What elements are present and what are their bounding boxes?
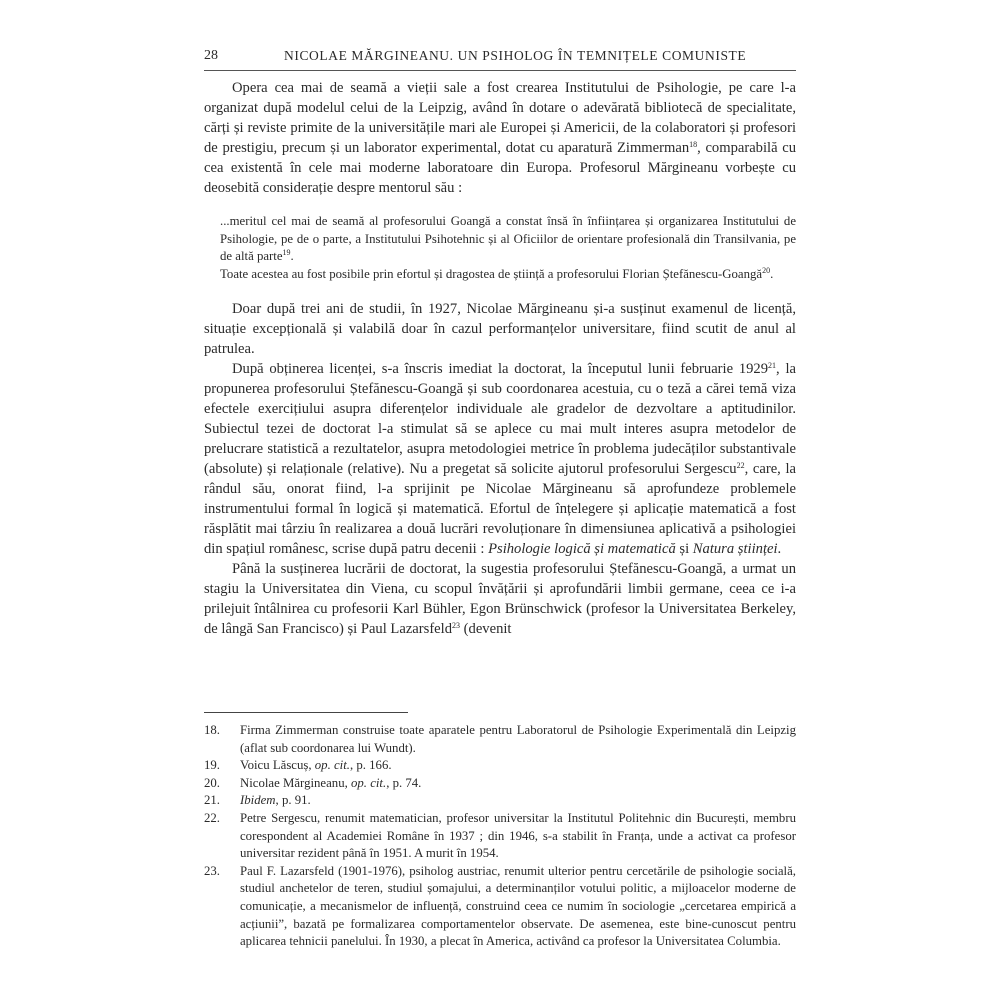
block-quote [220,213,796,283]
paragraph-text: (devenit [460,621,512,638]
footnote-text [240,722,796,757]
footnote-ref-18: 18 [689,140,698,149]
paragraph-text: . [777,541,782,558]
footnote-ref-23: 23 [452,621,461,631]
footnote-segment: Voicu Lăscuș, [240,758,315,773]
paragraph-4 [204,559,796,639]
footnote-ref-21: 21 [768,361,777,371]
paragraph-2: Doar după trei ani de studii, în 1927, Nicolae Mărgineanu și-a susținut examenul de licență, situație excepțională și valabilă doar în cazul performanțelor universitare, fiind scutit de anul al patrulea. [204,301,796,358]
paragraph-text: și [675,541,693,558]
footnote-number: 20. [204,775,220,790]
paragraph-3 [204,359,796,559]
footnote-segment: Firma Zimmerman construise toate aparatele pentru Laboratorul de Psihologie Experimentală din Leipzig (aflat sub coordonarea lui Wundt). [240,723,796,755]
book-title: Psihologie logică și matematică [488,541,676,558]
book-title: Natura științei [692,541,778,558]
running-title: NICOLAE MĂRGINEANU. UN PSIHOLOG ÎN TEMNIȚELE COMUNISTE [284,48,747,63]
footnote-segment: , p. 91. [275,793,311,808]
footnote-text [240,775,796,793]
paragraph-text: Până la susținerea lucrării de doctorat, la sugestia profesorului Ștefănescu-Goangă, a urmat un stagiu la Universitatea din Viena, cu scopul învățării și aprofundării limbii germane, ceea ce i-a prilejuit întâlnirea cu profesorii Karl Bühler, Egon Brünschwick (profesor la Universitatea Berkeley, de lângă San Francisco) și Paul Lazarsfeld [204,561,796,638]
quote-paragraph-2 [220,266,796,284]
footnote-divider [204,712,408,713]
quote-paragraph-1 [220,213,796,266]
footnote-italic: Ibidem [240,793,276,808]
footnote-text [240,757,796,775]
footnote-number: 18. [204,723,220,737]
footnote-segment: Nicolae Mărgineanu, [240,775,351,790]
page-number: 28 [204,48,218,63]
footnote [204,722,796,757]
footnote [204,863,796,951]
footnote-text [240,863,796,951]
paragraph-text: , la propunerea profesorului Ștefănescu-Goangă și sub coordonarea acestuia, cu o teză a cărei temă viza efectele exercițiului asupra diferențelor individuale ale gradelor de dezvoltare a aptitudinilor. Subiectul tezei de doctorat l-a stimulat să se aplece cu mai mult interes asupra metodelor de prelucrare statistică a rezultatelor, asupra metodologiei metrice în problema judecăților substantivale (absolute) și relaționale (relative). Nu a pregetat să solicite ajutorul profesorului Sergescu [204,361,796,478]
quote-text: Toate acestea au fost posibile prin efortul și dragostea de știință a profesorului Florian Ștefănescu-Goangă [220,266,763,281]
footnote-number: 21. [204,793,220,808]
body-text [204,78,796,639]
footnote [204,810,796,863]
footnote-segment: Paul F. Lazarsfeld (1901-1976), psiholog austriac, renumit ulterior pentru cercetările de psihologie socială, studiul anchetelor de teren, studiul șomajului, a determinanților votului politic, a mijloacelor moderne de comunicație, a mecanismelor de influență, construind ceea ce numim în sociologie „cercetarea empirică a acțiunii”, bazată pe formalizarea comportamentelor observate. De asemenea, este bine-cunoscut pentru aplicarea tehnicii panelului. În 1930, a plecat în America, activând ca profesor la Universitatea Columbia. [240,863,796,949]
footnote [204,757,796,775]
footnote-ref-20: 20 [762,265,771,275]
footnote-number: 23. [204,863,220,878]
paragraph-text: , comparabilă cu cea existentă în cele mai moderne laboratoare din Europa. Profesorul Mărgineanu vorbește cu deosebită considerație despre mentorul său : [204,140,797,196]
paragraph-text: Opera cea mai de seamă a vieții sale a fost crearea Institutului de Psihologie, pe care l-a organizat după modelul celui de la Leipzig, având în dotare o adevărată bibliotecă de specialitate, cărți și reviste primite de la universitățile mari ale Europei și Americii, de la colaboratori și profesori de prestigiu, precum și un laborator experimental, dotat cu aparatură Zimmerman [204,80,796,156]
quote-text: . [770,266,774,281]
quote-text: ...meritul cel mai de seamă al profesorului Goangă a constat însă în înființarea și organizarea Institutului de Psihologie, pe de o parte, a Institutului Psihotehnic și al Oficiilor de orientare profesională din Transilvania, pe de altă parte [220,214,796,264]
footnote [204,792,796,810]
footnotes [204,722,796,951]
quote-text: . [290,249,294,264]
footnote-number: 22. [204,810,220,825]
footnote-italic: op. cit. [314,758,350,773]
footnote-ref-22: 22 [736,461,745,471]
footnote-segment: , p. 74. [386,775,422,790]
footnote-segment: , p. 166. [349,758,392,773]
footnote-ref-19: 19 [282,248,291,258]
footnote-segment: Petre Sergescu, renumit matematician, profesor universitar la Institutul Politehnic din București, membru corespondent al Academiei Române în 1937 ; din 1946, s-a stabilit în Franța, unde a activat ca profesor universitar rezident până în 1951. A murit în 1954. [240,810,796,861]
footnote [204,775,796,793]
paragraph-text: , care, la rândul său, onorat fiind, l-a sprijinit pe Nicolae Mărgineanu să aprofundeze problemele instrumentului formal în logică și matematică. Efortul de înțelegere și aplicație matematică a fost răsplătit mai târziu în realizarea a două lucrări revoluționare în dimensiunea aplicativă a psihologiei din spațiul românesc, scrise după patru decenii : [204,461,796,558]
footnote-text [240,810,796,863]
paragraph-1 [204,78,796,198]
footnote-italic: op. cit. [351,775,387,790]
footnote-text [240,792,796,810]
footnote-number: 19. [204,758,220,773]
running-header [204,46,796,71]
paragraph-text: După obținerea licenței, s-a înscris imediat la doctorat, la începutul lunii februarie 1929 [232,361,769,378]
